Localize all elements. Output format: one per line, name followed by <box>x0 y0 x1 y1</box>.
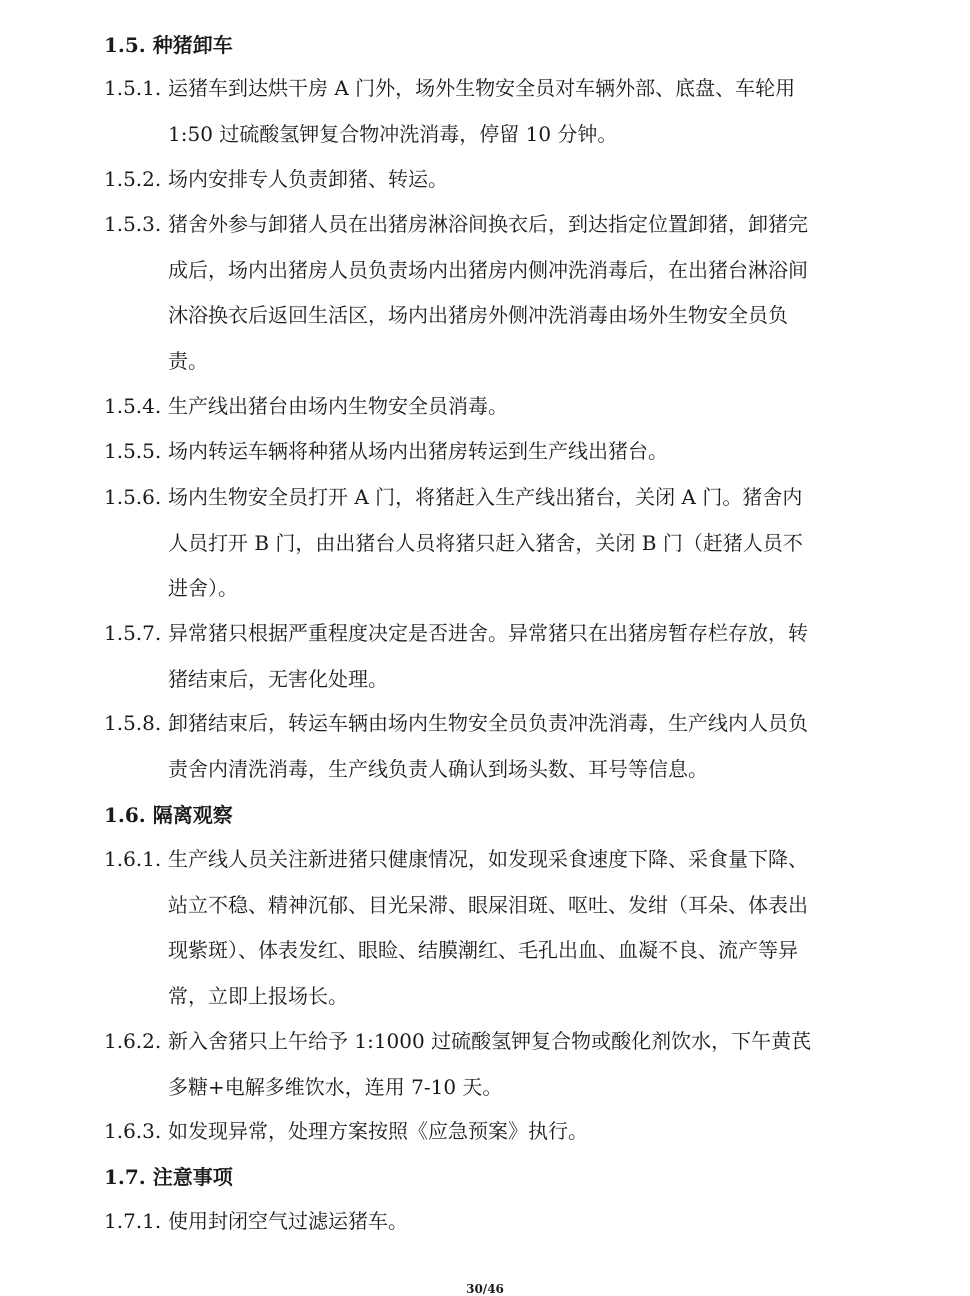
item-text-line: 责舍内清洗消毒，生产线负责人确认到场头数、耳号等信息。 <box>168 756 708 781</box>
item-number: 1.5.1. <box>104 76 162 100</box>
item-text-line: 新入舍猪只上午给予 1:1000 过硫酸氢钾复合物或酸化剂饮水，下午黄芪 <box>168 1029 812 1053</box>
list-item-1-5-2 <box>104 157 864 203</box>
list-item-1-6-3 <box>104 1109 864 1155</box>
item-text-line: 多糖+电解多维饮水，连用 7-10 天。 <box>168 1074 503 1099</box>
item-text-line: 猪结束后，无害化处理。 <box>168 666 388 691</box>
list-item-1-7-1 <box>104 1199 864 1245</box>
section-heading-1-7: 1.7. 注意事项 <box>104 1165 233 1189</box>
list-item-1-6-1 <box>104 837 864 1019</box>
item-number: 1.7.1. <box>104 1209 162 1233</box>
item-number: 1.5.2. <box>104 167 162 191</box>
item-text-line: 异常猪只根据严重程度决定是否进舍。异常猪只在出猪房暂存栏存放，转 <box>168 621 808 645</box>
page-number: 30/46 <box>466 1282 504 1296</box>
item-text-line: 责。 <box>168 348 208 373</box>
list-item-1-6-2 <box>104 1019 864 1110</box>
item-text-line: 沐浴换衣后返回生活区，场内出猪房外侧冲洗消毒由场外生物安全员负 <box>168 303 788 327</box>
item-number: 1.5.7. <box>104 621 162 645</box>
list-item-1-5-8 <box>104 701 864 792</box>
item-number: 1.5.4. <box>104 394 162 418</box>
section-heading-1-6: 1.6. 隔离观察 <box>104 803 233 827</box>
item-text-line: 卸猪结束后，转运车辆由场内生物安全员负责冲洗消毒，生产线内人员负 <box>168 711 808 735</box>
item-text-line: 如发现异常，处理方案按照《应急预案》执行。 <box>168 1119 588 1143</box>
item-number: 1.6.3. <box>104 1119 162 1143</box>
list-item-1-5-1 <box>104 66 864 157</box>
item-text-line: 生产线出猪台由场内生物安全员消毒。 <box>168 394 508 418</box>
list-item-1-5-7 <box>104 611 864 702</box>
item-number: 1.5.8. <box>104 711 162 735</box>
item-text-line: 猪舍外参与卸猪人员在出猪房淋浴间换衣后，到达指定位置卸猪，卸猪完 <box>168 212 808 236</box>
item-number: 1.6.2. <box>104 1029 162 1053</box>
item-number: 1.5.6. <box>104 485 162 509</box>
item-text-line: 使用封闭空气过滤运猪车。 <box>168 1209 408 1233</box>
item-text-line: 场内生物安全员打开 A 门，将猪赶入生产线出猪台，关闭 A 门。猪舍内 <box>168 485 803 509</box>
item-text-line: 生产线人员关注新进猪只健康情况，如发现采食速度下降、采食量下降、 <box>168 847 808 871</box>
item-text-line: 人员打开 B 门，由出猪台人员将猪只赶入猪舍，关闭 B 门（赶猪人员不 <box>168 530 803 555</box>
item-text-line: 场内转运车辆将种猪从场内出猪房转运到生产线出猪台。 <box>168 439 668 463</box>
item-number: 1.5.5. <box>104 439 162 463</box>
item-text-line: 现紫斑）、体表发红、眼睑、结膜潮红、毛孔出血、血凝不良、流产等异 <box>168 938 798 962</box>
item-text-line: 进舍）。 <box>168 576 238 600</box>
section-heading-1-5: 1.5. 种猪卸车 <box>104 33 233 57</box>
item-text-line: 1:50 过硫酸氢钾复合物冲洗消毒，停留 10 分钟。 <box>168 121 618 146</box>
list-item-1-5-4 <box>104 384 864 430</box>
item-number: 1.5.3. <box>104 212 162 236</box>
item-text-line: 成后，场内出猪房人员负责场内出猪房内侧冲洗消毒后，在出猪台淋浴间 <box>168 257 808 282</box>
item-text-line: 场内安排专人负责卸猪、转运。 <box>168 167 448 191</box>
list-item-1-5-6 <box>104 475 864 612</box>
item-number: 1.6.1. <box>104 847 162 871</box>
list-item-1-5-5 <box>104 429 864 475</box>
item-text-line: 常，立即上报场长。 <box>168 983 348 1008</box>
item-text-line: 站立不稳、精神沉郁、目光呆滞、眼屎泪斑、呕吐、发绀（耳朵、体表出 <box>168 892 808 917</box>
item-text-line: 运猪车到达烘干房 A 门外，场外生物安全员对车辆外部、底盘、车轮用 <box>168 76 796 100</box>
list-item-1-5-3 <box>104 202 864 384</box>
